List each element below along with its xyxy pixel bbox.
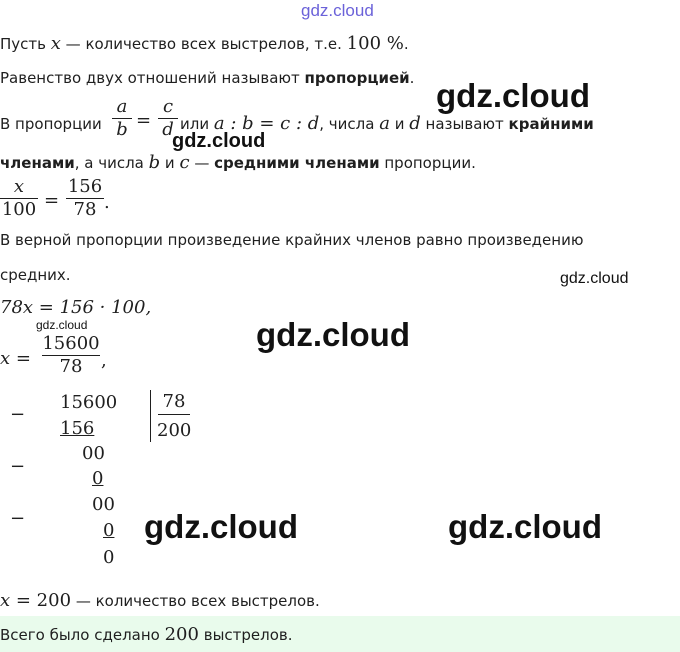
subtrahend-2: 0 [92,468,104,489]
rule-line-2: средних. [0,266,71,284]
text: Равенство двух отношений называют [0,69,305,87]
text: , а числа [74,154,149,172]
numerator: 15600 [42,333,100,354]
var-a: a [379,113,390,134]
dividend: 15600 [60,392,118,413]
var-c: c [179,152,190,173]
term-means: средними членами [214,154,380,172]
watermark: gdz.cloud [436,77,590,114]
denominator: 100 [1,199,37,220]
ratio-expression: a : b = c : d [213,113,320,134]
text: — количество всех выстрелов, т.е. [60,35,347,53]
rule-line-1: В верной пропорции произведение крайних членов равно произведению [0,231,584,249]
line-proportion-terms [0,114,102,134]
text: Пусть [0,35,51,53]
var-b: b [148,152,161,173]
numerator: a [116,96,128,117]
equation-product: 78x = 156 · 100, [0,297,152,318]
var-d: d [409,113,421,134]
denominator: b [116,119,128,140]
term-proportion: пропорцией [304,69,410,87]
var-x: x [0,590,11,611]
numerator: x [13,176,25,197]
fraction-15600-78 [42,333,100,378]
text: , числа [319,115,380,133]
watermark: gdz.cloud [172,130,266,152]
text: — [189,154,215,172]
text: . [409,69,415,87]
line-definition [0,34,409,54]
fraction-156-78 [66,176,104,221]
line-means [0,153,476,173]
equation-x-lhs: x = [0,348,31,369]
text: В пропорции [0,115,102,133]
denominator: 78 [73,199,97,220]
percent-value: 100 % [346,33,404,54]
text: выстрелов. [198,626,293,644]
equals-sign: = [44,190,60,211]
equals-sign: = [136,110,152,131]
answer-value: = 200 [10,590,72,611]
watermark: gdz.cloud [256,316,410,353]
answer-line [0,591,320,611]
text: Всего было сделано [0,626,165,644]
watermark: gdz.cloud [560,270,629,287]
division-vertical-line [150,390,151,442]
fraction-x-100 [0,176,38,221]
text: называют [420,115,509,133]
final-answer [0,625,293,645]
period: . [104,192,110,213]
watermark-top: gdz.cloud [301,1,374,20]
watermark: gdz.cloud [36,318,88,332]
minus-sign-3: − [10,508,26,529]
var-x: x [50,33,61,54]
fraction-a-b [112,96,132,141]
term-members: членами [0,154,75,172]
text: и [160,154,180,172]
subtrahend-1: 156 [60,418,95,439]
numerator: 156 [67,176,103,197]
line-proportion-definition [0,68,414,88]
text: и [389,115,410,133]
divisor: 78 [158,390,190,415]
watermark: gdz.cloud [448,508,602,545]
denominator: d [162,119,174,140]
watermark: gdz.cloud [144,508,298,545]
subtrahend-3: 0 [103,520,115,541]
term-extremes: крайними [508,115,594,133]
quotient: 200 [157,420,192,441]
remainder: 0 [103,547,115,568]
minus-sign-1: − [10,404,26,425]
partial-remainder-1: 00 [82,443,105,464]
comma: , [101,350,107,371]
minus-sign-2: − [10,456,26,477]
denominator: 78 [59,356,83,377]
text: — количество всех выстрелов. [71,592,320,610]
text: . [403,35,409,53]
final-number: 200 [164,624,199,645]
text: пропорции. [379,154,476,172]
final-answer-box [0,616,680,652]
numerator: c [162,96,174,117]
text: или [180,115,214,133]
partial-remainder-2: 00 [92,494,115,515]
